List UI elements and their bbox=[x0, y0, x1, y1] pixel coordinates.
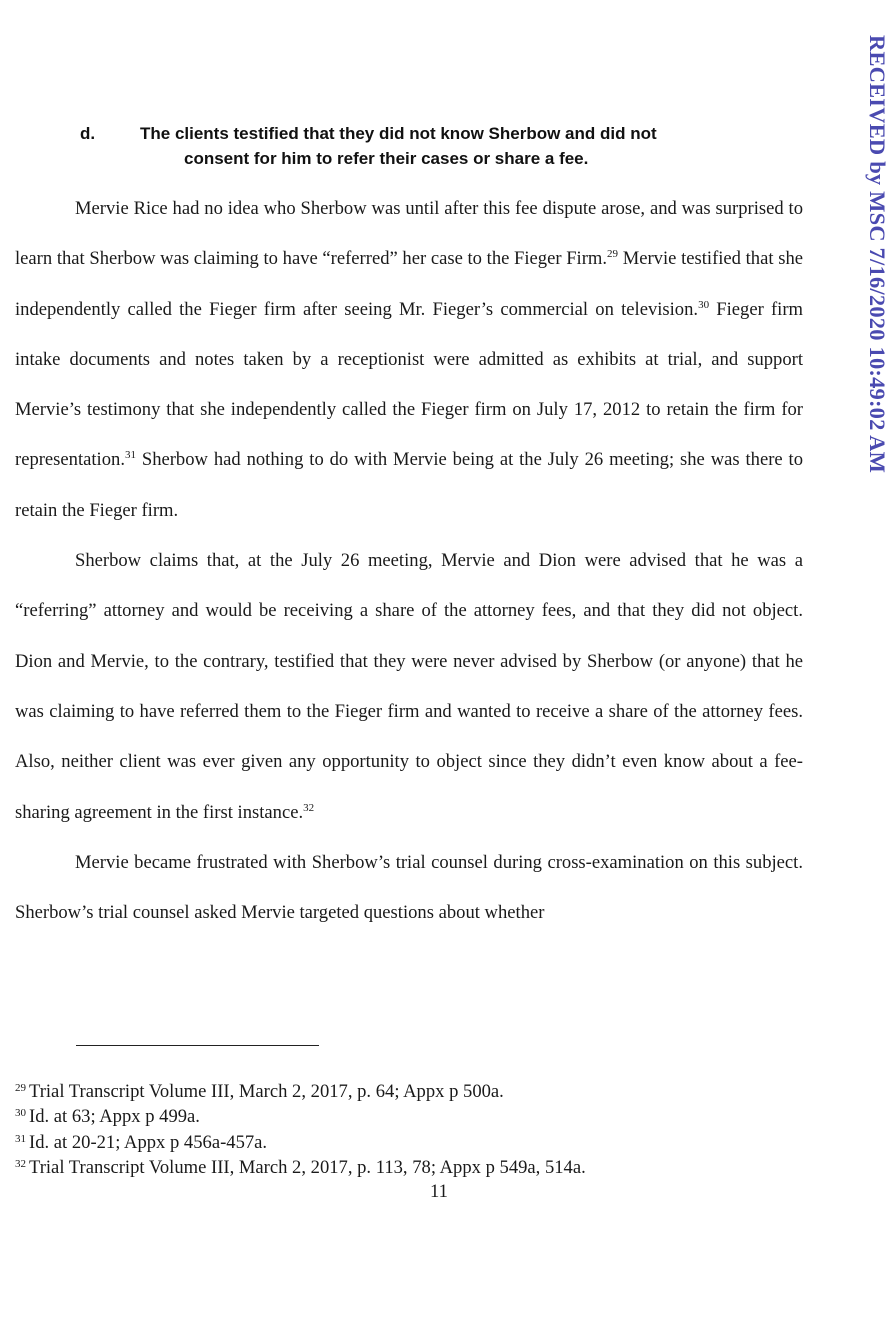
paragraph-1-text-1: Mervie Rice had no idea who Sherbow was until after this fee dispute arose, and was surprised to learn that Sherbow was claiming to have “referred” her case to the Fieger Firm. bbox=[15, 198, 803, 270]
footnote-ref-29: 29 bbox=[607, 248, 619, 261]
paragraph-1-text-4: Sherbow had nothing to do with Mervie being at the July 26 meeting; she was there to retain the Fieger firm. bbox=[15, 449, 803, 521]
paragraph-1-text-2: Mervie testified that she independently called the Fieger firm after seeing Mr. Fieger’s commercial on television. bbox=[15, 248, 803, 320]
paragraph-2-text-1: Sherbow claims that, at the July 26 meeting, Mervie and Dion were advised that he was a “referring” attorney and would be receiving a share of the attorney fees, and that they did not object. Dion and Mervie, to the contrary, testified that they were never advised by Sherbow (or anyone) that he was claiming to have referred them to the Fieger firm and wanted to receive a share of the attorney fees. Also, neither client was ever given any opportunity to object since they didn’t even know about a fee-sharing agreement in the first instance. bbox=[15, 550, 803, 823]
footnote-number: 32 bbox=[15, 1157, 26, 1170]
footnote-text: Trial Transcript Volume III, March 2, 2017, p. 113, 78; Appx p 549a, 514a. bbox=[29, 1156, 586, 1178]
paragraph-1 bbox=[15, 184, 803, 536]
received-stamp: RECEIVED by MSC 7/16/2020 10:49:02 AM bbox=[865, 35, 890, 474]
footnote-ref-32: 32 bbox=[303, 801, 315, 814]
footnote-30 bbox=[15, 1104, 805, 1129]
heading-line-1: The clients testified that they did not know Sherbow and did not bbox=[140, 124, 657, 143]
paragraph-2 bbox=[15, 536, 803, 838]
footnote-text: Id. at 20-21; Appx p 456a-457a. bbox=[29, 1131, 268, 1153]
footnote-ref-31: 31 bbox=[124, 449, 136, 462]
footnote-text: Id. at 63; Appx p 499a. bbox=[29, 1106, 200, 1128]
footnote-29 bbox=[15, 1079, 805, 1104]
heading-line-2: consent for him to refer their cases or share a fee. bbox=[184, 149, 589, 168]
footnote-number: 31 bbox=[15, 1132, 26, 1145]
paragraph-3-text-1: Mervie became frustrated with Sherbow’s trial counsel during cross-examination on this subject. Sherbow’s trial counsel asked Mervie targeted questions about whether bbox=[15, 851, 803, 924]
footnote-text: Trial Transcript Volume III, March 2, 2017, p. 64; Appx p 500a. bbox=[29, 1081, 504, 1102]
page-number: 11 bbox=[430, 1181, 448, 1202]
footnote-number: 30 bbox=[15, 1107, 26, 1120]
footnote-divider bbox=[76, 1045, 319, 1046]
footnote-number: 29 bbox=[15, 1082, 26, 1094]
paragraph-1-text-3: Fieger firm intake documents and notes taken by a receptionist were admitted as exhibits at trial, and support Mervie’s testimony that she independently called the Fieger firm on July 17, 2012 to retain the firm for representation. bbox=[15, 298, 803, 471]
body-text bbox=[15, 184, 803, 938]
heading-letter: d. bbox=[80, 124, 96, 143]
footnote-31 bbox=[15, 1130, 805, 1155]
footnotes bbox=[15, 1079, 805, 1180]
paragraph-3 bbox=[15, 838, 803, 939]
footnote-32 bbox=[15, 1155, 805, 1180]
footnote-ref-30: 30 bbox=[698, 298, 710, 311]
